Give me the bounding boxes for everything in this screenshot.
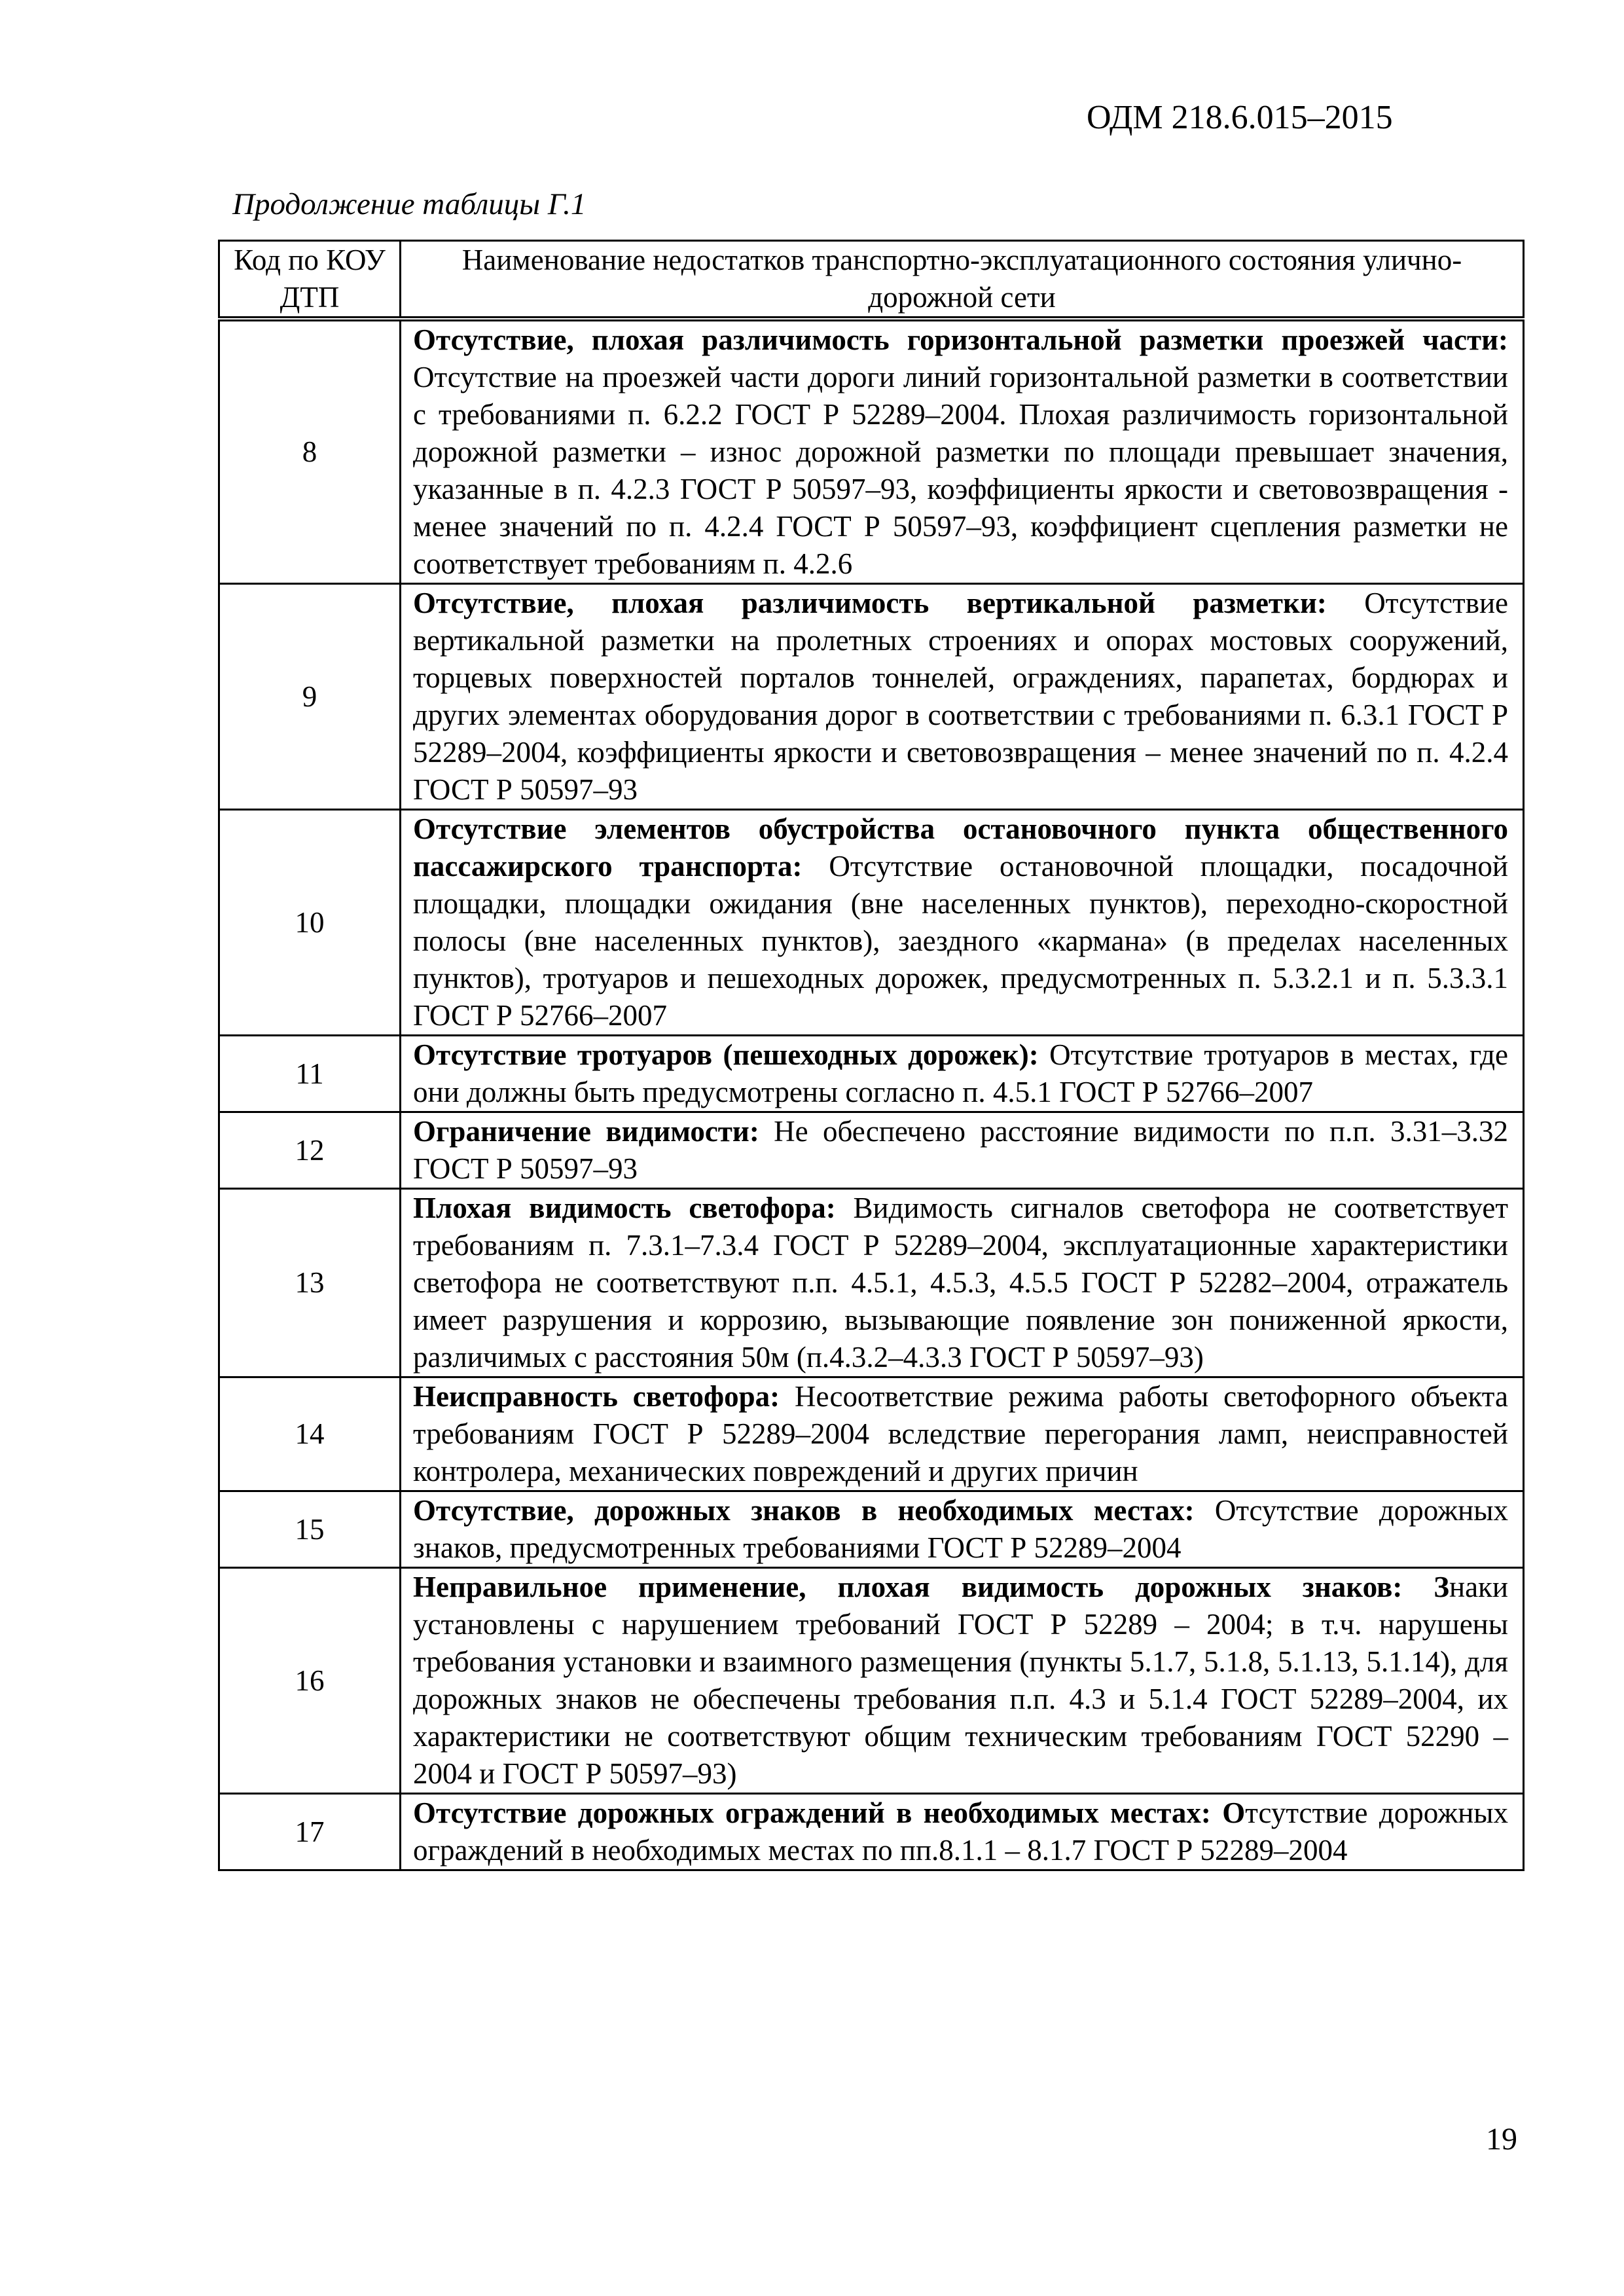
row-description xyxy=(401,319,1524,584)
row-description xyxy=(401,1491,1524,1568)
table-caption: Продолжение таблицы Г.1 xyxy=(232,187,586,221)
table-header-row xyxy=(219,241,1524,319)
table-row xyxy=(219,1189,1524,1377)
row-description xyxy=(401,1568,1524,1794)
row-code: 17 xyxy=(219,1794,401,1870)
page-number: 19 xyxy=(1486,2122,1517,2157)
row-title: Отсутствие, плохая различимость вертикальной разметки: xyxy=(413,587,1327,619)
row-title: Неправильное применение, плохая видимость дорожных знаков: З xyxy=(413,1571,1449,1603)
row-description xyxy=(401,1112,1524,1189)
row-description xyxy=(401,810,1524,1036)
row-description xyxy=(401,1189,1524,1377)
row-description xyxy=(401,1377,1524,1491)
row-text: Отсутствие тротуаров в местах, где они должны быть предусмотрены согласно п. 4.5.1 ГОСТ Р 52766–2007 xyxy=(413,1038,1509,1108)
row-title: Ограничение видимости: xyxy=(413,1115,759,1148)
row-text: тсутствие дорожных ограждений в необходимых местах по пп.8.1.1 – 8.1.7 ГОСТ Р 52289–2004 xyxy=(413,1796,1509,1867)
row-text: Видимость сигналов светофора не соответствует требованиям п. 7.3.1–7.3.4 ГОСТ Р 52289–2004, эксплуатационные характеристики светофора не соответствуют п.п. 4.5.1, 4.5.3, 4.5.5 ГОСТ Р 52282–2004, отражатель имеет разрушения и коррозию, вызывающие появление зон пониженной яркости, различимых с расстояния 50м (п.4.3.2–4.3.3 ГОСТ Р 50597–93) xyxy=(413,1192,1508,1374)
row-code: 9 xyxy=(219,584,401,810)
header-code: Код по КОУ ДТП xyxy=(219,241,401,319)
row-description xyxy=(401,1794,1524,1870)
row-title: Плохая видимость светофора: xyxy=(413,1192,836,1224)
row-code: 16 xyxy=(219,1568,401,1794)
table-row xyxy=(219,1036,1524,1112)
row-title: Отсутствие, дорожных знаков в необходимых местах: xyxy=(413,1494,1195,1527)
document-code: ОДМ 218.6.015–2015 xyxy=(1087,99,1393,136)
row-code: 11 xyxy=(219,1036,401,1112)
header-description: Наименование недостатков транспортно-эксплуатационного состояния улично-дорожной сети xyxy=(401,241,1524,319)
row-code: 13 xyxy=(219,1189,401,1377)
row-text: Несоответствие режима работы светофорного объекта требованиям ГОСТ Р 52289–2004 вследствие перегорания ламп, неисправностей контролера, механических повреждений и других причин xyxy=(413,1380,1508,1487)
row-description xyxy=(401,584,1524,810)
row-title: Отсутствие дорожных ограждений в необходимых местах: О xyxy=(413,1796,1246,1829)
row-title: Отсутствие тротуаров (пешеходных дорожек): xyxy=(413,1038,1039,1071)
row-code: 15 xyxy=(219,1491,401,1568)
defects-table xyxy=(218,240,1525,1871)
table-row xyxy=(219,319,1524,584)
row-title: Отсутствие, плохая различимость горизонтальной разметки проезжей части: xyxy=(413,323,1508,356)
row-code: 12 xyxy=(219,1112,401,1189)
table-row xyxy=(219,1568,1524,1794)
row-text: Отсутствие дорожных знаков, предусмотренных требованиями ГОСТ Р 52289–2004 xyxy=(413,1494,1509,1564)
row-code: 14 xyxy=(219,1377,401,1491)
row-text: Не обеспечено расстояние видимости по п.п. 3.31–3.32 ГОСТ Р 50597–93 xyxy=(413,1115,1508,1185)
row-text: Отсутствие на проезжей части дороги линий горизонтальной разметки в соответствии с требованиями п. 6.2.2 ГОСТ Р 52289–2004. Плохая различимость горизонтальной дорожной разметки – износ дорожной разметки по площади превышает значения, указанные в п. 4.2.3 ГОСТ Р 50597–93, коэффициенты яркости и световозвращения - менее значений по п. 4.2.4 ГОСТ Р 50597–93, коэффициент сцепления разметки не соответствует требованиям п. 4.2.6 xyxy=(413,361,1508,580)
table-row xyxy=(219,584,1524,810)
row-text: наки установлены с нарушением требований ГОСТ Р 52289 – 2004; в т.ч. нарушены требования установки и взаимного размещения (пункты 5.1.7, 5.1.8, 5.1.13, 5.1.14), для дорожных знаков не обеспечены требования п.п. 4.3 и 5.1.4 ГОСТ 52289–2004, их характеристики не соответствуют общим техническим требованиям ГОСТ 52290 –2004 и ГОСТ Р 50597–93) xyxy=(413,1571,1508,1790)
row-title: Неисправность светофора: xyxy=(413,1380,780,1413)
row-description xyxy=(401,1036,1524,1112)
table-row xyxy=(219,1794,1524,1870)
row-code: 10 xyxy=(219,810,401,1036)
table-row xyxy=(219,1112,1524,1189)
row-code: 8 xyxy=(219,319,401,584)
table-row xyxy=(219,1491,1524,1568)
table-row xyxy=(219,1377,1524,1491)
row-title: Отсутствие элементов обустройства остановочного пункта общественного пассажирского транспорта: xyxy=(413,812,1508,883)
row-text: Отсутствие вертикальной разметки на пролетных строениях и опорах мостовых сооружений, торцевых поверхностей порталов тоннелей, ограждениях, парапетах, бордюрах и других элементах оборудования дорог в соответствии с требованиями п. 6.3.1 ГОСТ Р 52289–2004, коэффициенты яркости и световозвращения – менее значений по п. 4.2.4 ГОСТ Р 50597–93 xyxy=(413,587,1508,806)
table-row xyxy=(219,810,1524,1036)
row-text: Отсутствие остановочной площадки, посадочной площадки, площадки ожидания (вне населенных пунктов), переходно-скоростной полосы (вне населенных пунктов), заездного «кармана» (в пределах населенных пунктов), тротуаров и пешеходных дорожек, предусмотренных п. 5.3.2.1 и п. 5.3.3.1 ГОСТ Р 52766–2007 xyxy=(413,850,1509,1032)
